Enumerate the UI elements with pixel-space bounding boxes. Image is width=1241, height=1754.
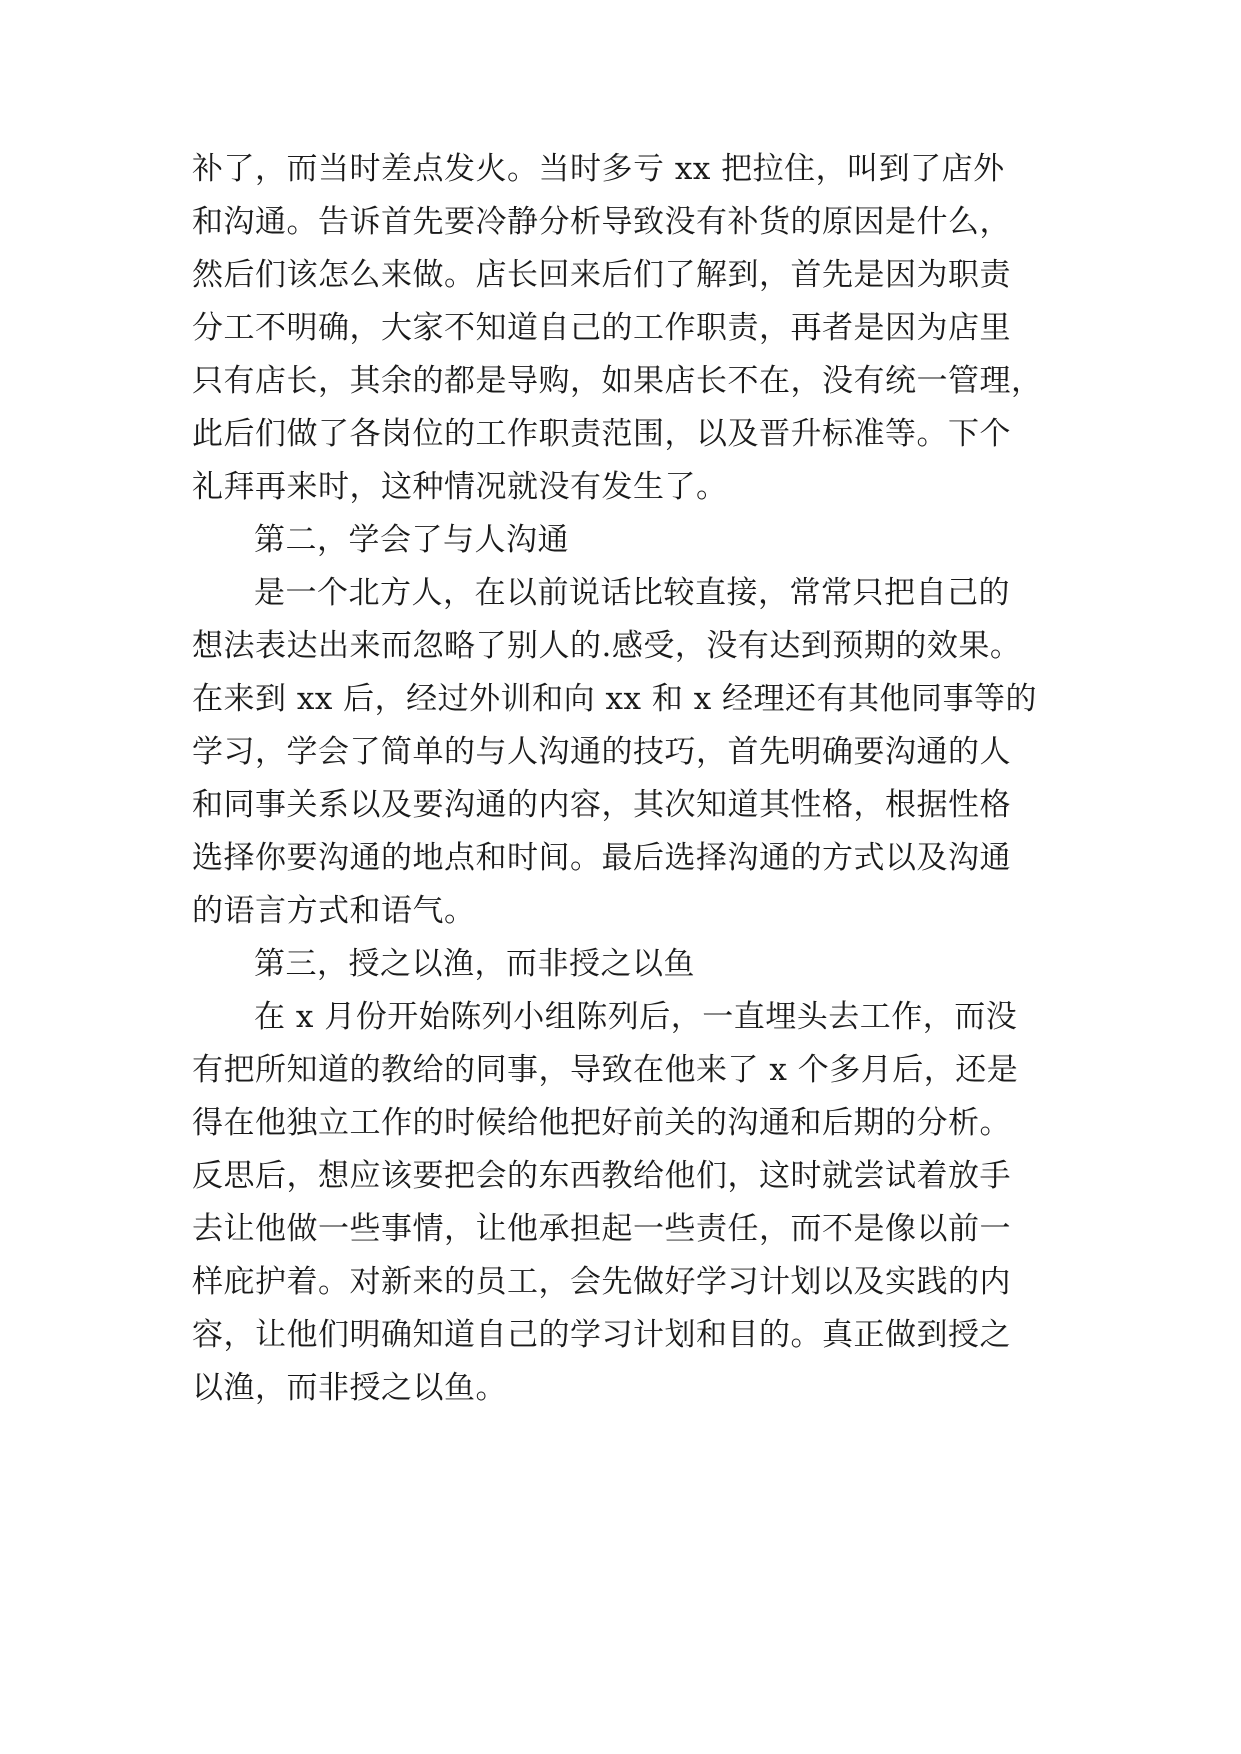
text-line: 分工不明确，大家不知道自己的工作职责，再者是因为店里: [192, 310, 1011, 346]
text-line: 得在他独立工作的时候给他把好前关的沟通和后期的分析。: [192, 1105, 1011, 1141]
text-line: 补了，而当时差点发火。当时多亏 xx 把拉住，叫到了店外: [192, 151, 1005, 187]
text-line: 想法表达出来而忽略了别人的.感受，没有达到预期的效果。: [192, 628, 1022, 664]
text-line: 反思后，想应该要把会的东西教给他们，这时就尝试着放手: [192, 1158, 1011, 1194]
text-line: 然后们该怎么来做。店长回来后们了解到，首先是因为职责: [192, 257, 1011, 293]
text-line: 只有店长，其余的都是导购，如果店长不在，没有统一管理，: [192, 363, 1043, 399]
text-line: 有把所知道的教给的同事，导致在他来了 x 个多月后，还是: [192, 1052, 1019, 1088]
text-line: 和沟通。告诉首先要冷静分析导致没有补货的原因是什么，: [192, 204, 1011, 240]
text-line: 此后们做了各岗位的工作职责范围，以及晋升标准等。下个: [192, 416, 1011, 452]
paragraph-first-line: 在 x 月份开始陈列小组陈列后，一直埋头去工作，而没: [254, 999, 1018, 1035]
text-line: 选择你要沟通的地点和时间。最后选择沟通的方式以及沟通: [192, 840, 1011, 876]
text-line: 的语言方式和语气。: [192, 893, 476, 929]
text-line: 学习，学会了简单的与人沟通的技巧，首先明确要沟通的人: [192, 734, 1011, 770]
text-line: 容，让他们明确知道自己的学习计划和目的。真正做到授之: [192, 1317, 1011, 1353]
text-line: 以渔，而非授之以鱼。: [192, 1370, 507, 1406]
text-line: 去让他做一些事情，让他承担起一些责任，而不是像以前一: [192, 1211, 1011, 1247]
paragraph-first-line: 是一个北方人，在以前说话比较直接，常常只把自己的: [254, 575, 1010, 611]
text-line: 样庇护着。对新来的员工，会先做好学习计划以及实践的内: [192, 1264, 1011, 1300]
text-line: 礼拜再来时，这种情况就没有发生了。: [192, 469, 728, 505]
text-line: 和同事关系以及要沟通的内容，其次知道其性格，根据性格: [192, 787, 1011, 823]
text-line: 在来到 xx 后，经过外训和向 xx 和 x 经理还有其他同事等的: [192, 681, 1038, 717]
section-heading: 第二，学会了与人沟通: [254, 522, 569, 558]
section-heading: 第三，授之以渔，而非授之以鱼: [254, 946, 695, 982]
